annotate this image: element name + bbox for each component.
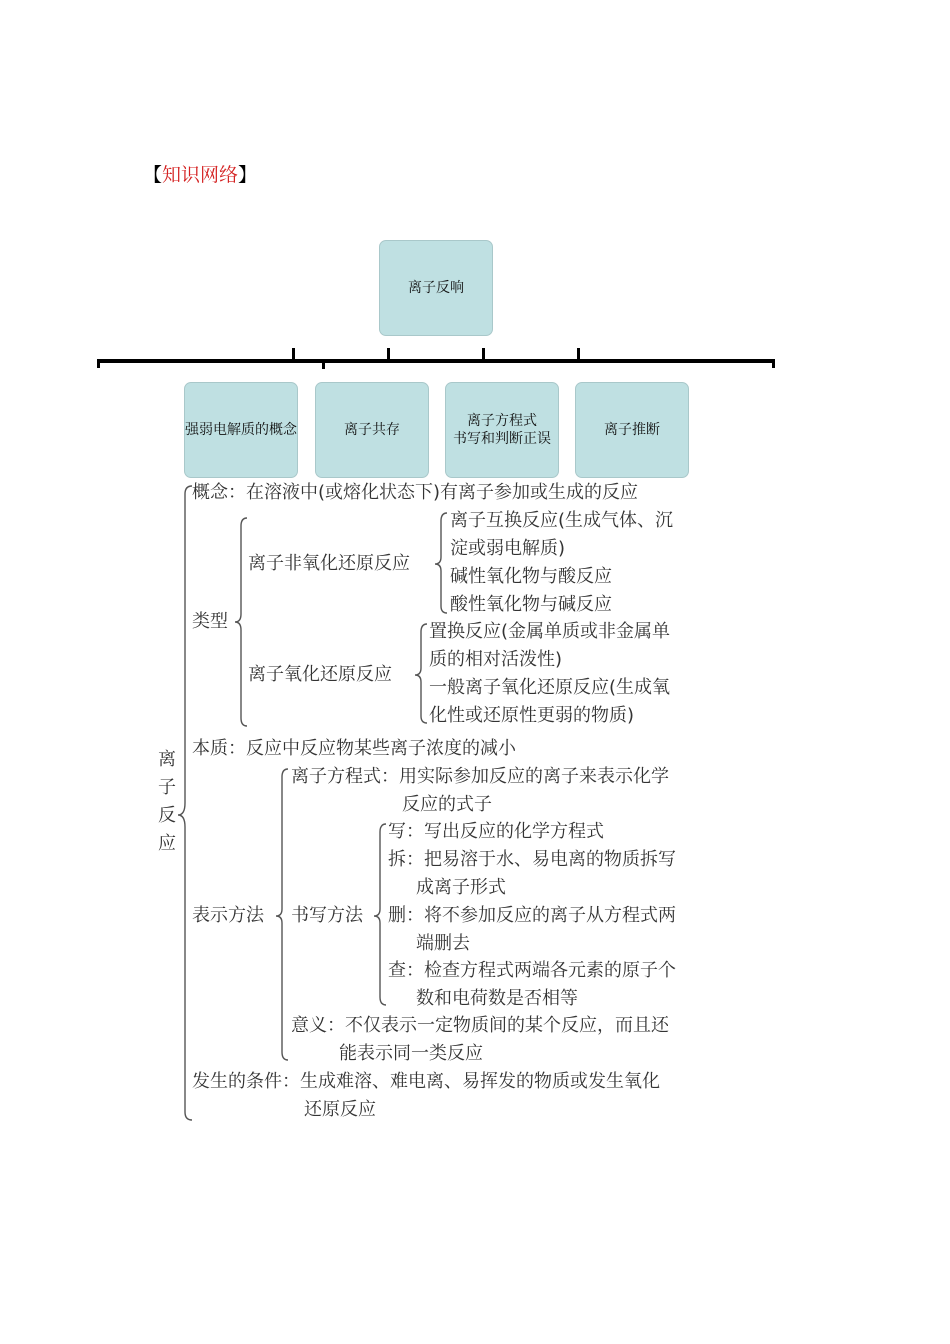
writing-step: 端删去 (416, 933, 470, 954)
sub-node-electrolyte: 强弱电解质的概念 (184, 382, 298, 478)
representation-label: 表示方法 (192, 905, 264, 926)
types-label: 类型 (192, 611, 228, 632)
redox-item: 置换反应(金属单质或非金属单 (429, 621, 671, 642)
brace-types (235, 518, 247, 726)
sub-node-inference: 离子推断 (575, 382, 689, 478)
writing-label: 书写方法 (291, 905, 363, 926)
section-heading: 【知识网络】 (143, 164, 258, 186)
equation-line: 离子方程式：用实际参加反应的离子来表示化学 (291, 766, 669, 787)
writing-step: 查：检查方程式两端各元素的原子个 (388, 960, 676, 981)
top-node-label: 离子反响 (408, 280, 464, 296)
non-redox-item: 离子互换反应(生成气体、沉 (450, 510, 674, 531)
brace-redox (415, 624, 427, 723)
essence-line: 本质：反应中反应物某些离子浓度的减小 (192, 738, 516, 759)
writing-step: 删：将不参加反应的离子从方程式两 (388, 905, 676, 926)
redox-item: 化性或还原性更弱的物质) (429, 705, 635, 726)
sub-node-coexistence: 离子共存 (315, 382, 429, 478)
concept-line: 概念：在溶液中(或熔化状态下)有离子参加或生成的反应 (192, 482, 639, 503)
writing-step: 拆：把易溶于水、易电离的物质拆写 (388, 849, 676, 870)
non-redox-item: 酸性氧化物与碱反应 (450, 594, 612, 615)
writing-step: 成离子形式 (416, 877, 506, 898)
non-redox-item: 碱性氧化物与酸反应 (450, 566, 612, 587)
meaning-line: 意义：不仅表示一定物质间的某个反应，而且还 (291, 1015, 669, 1036)
brace-non-redox (435, 513, 447, 613)
section-heading-text: 知识网络 (162, 164, 239, 186)
outline-root: 离 子 反 应 (158, 749, 176, 854)
redox-label: 离子氧化还原反应 (248, 664, 392, 685)
sub-node-equation: 离子方程式 书写和判断正误 (445, 382, 559, 478)
writing-step: 写：写出反应的化学方程式 (388, 821, 604, 842)
non-redox-item: 淀或弱电解质) (450, 538, 566, 559)
redox-item: 一般离子氧化还原反应(生成氧 (429, 677, 671, 698)
meaning-line: 能表示同一类反应 (339, 1043, 483, 1064)
condition-line: 发生的条件：生成难溶、难电离、易挥发的物质或发生氧化 (192, 1071, 660, 1092)
brace-writing (374, 824, 386, 1005)
non-redox-label: 离子非氧化还原反应 (248, 553, 410, 574)
brace-root (178, 486, 192, 1120)
brace-representation (276, 769, 288, 1060)
writing-step: 数和电荷数是否相等 (416, 988, 578, 1009)
condition-line: 还原反应 (304, 1099, 376, 1120)
equation-line: 反应的式子 (402, 794, 492, 815)
redox-item: 质的相对活泼性) (429, 649, 563, 670)
